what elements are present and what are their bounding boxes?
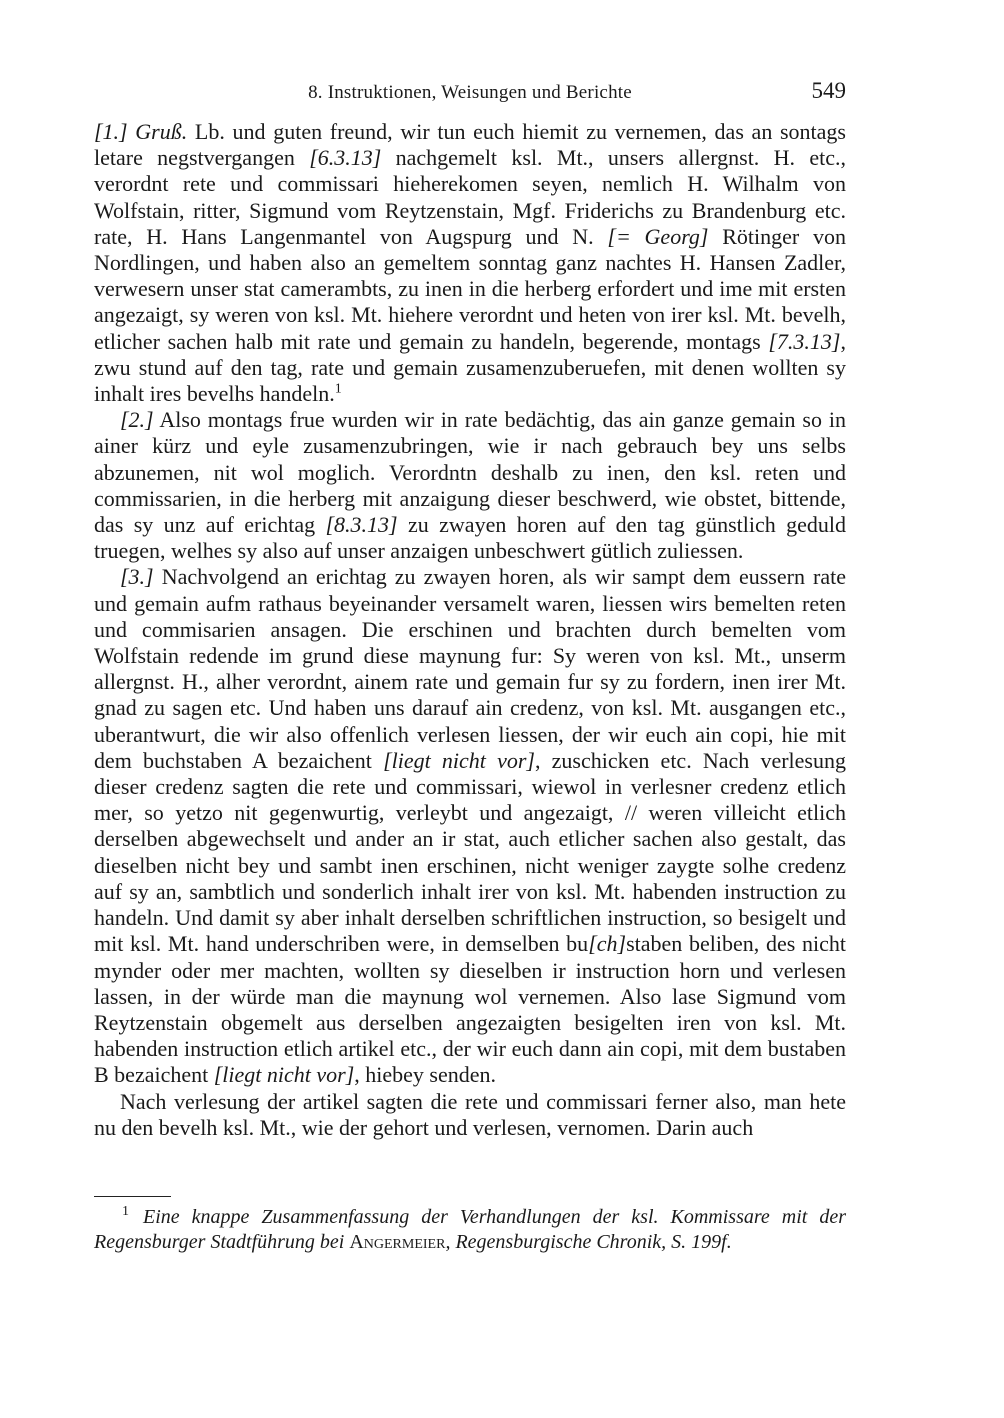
text-run: , hiebey senden.: [354, 1062, 497, 1088]
paragraph-3: [94, 564, 846, 1088]
footnote-text: , Regensburgische Chronik, S. 199f.: [445, 1231, 732, 1253]
footnote-reference[interactable]: 1: [334, 381, 342, 397]
paragraph-2: [94, 407, 846, 564]
running-head: 8. Instruktionen, Weisungen und Berichte: [308, 82, 632, 103]
section-marker: [1.] Gruß.: [94, 119, 188, 144]
text-run: zu zwayen horen auf den tag günstlich geduld truegen, welhes sy also auf unser anzaigen unbeschwert gütlich zuliessen.: [94, 512, 846, 564]
paragraph-4: [94, 1089, 846, 1141]
editorial-insertion: [ch]: [588, 931, 627, 957]
footnote-number: 1: [122, 1204, 129, 1220]
text-run: , zuschicken etc. Nach verlesung dieser credenz sagten die rete und commissari, wiewol in verlesner credenz etlich mer, so yetzo nit gegenwurtig, verleybt und angezaigt, // weren villeicht etlich derselben abgewechselt und ander an ir stat, auch etlicher sachen also gestalt, das dieselben nicht bey und sambt inen erschinen, nicht weniger zaygte solhe credenz auf sy an, sambtlich und sonderlich inhalt irer von ksl. Mt. habenden instruction zu handeln. Und damit sy aber inhalt derselben schriftlichen instruction, so besigelt und mit ksl. Mt. hand underschriben were, in demselben bu: [94, 747, 846, 957]
editorial-note: [liegt nicht vor]: [383, 747, 535, 773]
text-run: staben beliben, des nicht mynder oder mer machten, wollten sy dieselben ir instruction horn und verlesen lassen, in der würde man die maynung wol vernemen. Also lase Sigmund vom Reytzenstain obgemelt aus derselben angezaigten besigelten iren von ksl. Mt. habenden instruction etlich artikel etc., der wir euch dann ain copi, mit dem bustaben B bezaichent: [94, 931, 846, 1088]
text-run: , zwu stund auf den tag, rate und gemain zusamenzuberuefen, mit denen wollten sy inhalt ires bevelhs handeln.: [94, 328, 846, 407]
section-marker: [3.]: [120, 564, 154, 590]
text-run: Nachvolgend an erichtag zu zwayen horen, als wir sampt dem eussern rate und gemain aufm rathaus beyeinander versamelt waren, liessen wirs bemelten reten und commisarien ansagen. Die erschinen und brachten durch bemelten vom Wolfstain redende im grund diese maynung fur: Sy weren von ksl. Mt., unserm allergnst. H., alher verordnt, ainem rate und gemain fur sy zu fordern, inen irer Mt. gnad zu sagen etc. Und haben uns darauf ain credenz, von ksl. Mt. ausgangen etc., uberantwurt, die wir also offenlich verlesen liessen, der wir euch ain copi, hie mit dem buchstaben A bezaichent: [94, 564, 846, 773]
text-run: Nach verlesung der artikel sagten die rete und commissari ferner also, man hete nu den bevelh ksl. Mt., wie der gehort und verlesen, vernomen. Darin auch: [94, 1088, 846, 1140]
editorial-note: [= Georg]: [607, 223, 709, 249]
text-run: Lb. und guten freund, wir tun euch hiemit zu vernemen, das an sontags letare negstvergangen: [94, 119, 846, 171]
editorial-note: [liegt nicht vor]: [213, 1062, 355, 1088]
main-text: [94, 119, 846, 1141]
page-number: 549: [811, 78, 846, 103]
footnote-author: Angermeier: [349, 1231, 446, 1253]
text-run: Rötinger von Nordlingen, und haben also an gemeltem sonntag ganz nachtes H. Hansen Zadler, verwesern unser stat camerambts, zu inen in die herberg erfordert und ime mit ersten angezaigt, sy weren von ksl. Mt. hiehere verordnt und heten von irer ksl. Mt. bevelh, etlicher sachen halb mit rate und gemain zu handeln, begerende, montags: [94, 223, 846, 354]
section-marker: [2.]: [120, 407, 154, 433]
text-run: nachgemelt ksl. Mt., unsers allergnst. H. etc., verordnt rete und commissari hieherekomen seyen, nemlich H. Wilhalm von Wolfstain, ritter, Sigmund vom Reytzenstain, Mgf. Friderichs zu Brandenburg etc. rate, H. Hans Langenmantel von Augspurg und N.: [94, 145, 847, 249]
footnote: [94, 1205, 846, 1255]
footnote-divider: [94, 1196, 171, 1197]
paragraph-1: [94, 119, 846, 407]
editorial-date: [7.3.13]: [768, 328, 841, 354]
editorial-date: [8.3.13]: [325, 512, 398, 538]
text-run: Also montags frue wurden wir in rate bedächtig, das ain ganze gemain so in ainer kürz und eyle zusamenzubringen, wie ir nach gebrauch bey uns selbs abzunemen, nit wol moglich. Verordntn deshalb zu inen, den ksl. reten und commissarien, in die herberg mit anzaigung dieser beschwerd, wie obstet, bittende, das sy unz auf erichtag: [94, 407, 846, 538]
footnote-text: Eine knappe Zusammenfassung der Verhandlungen der ksl. Kommissare mit der Regensburger Stadtführung bei: [94, 1206, 846, 1253]
page-header: [94, 78, 846, 108]
editorial-date: [6.3.13]: [309, 145, 382, 171]
